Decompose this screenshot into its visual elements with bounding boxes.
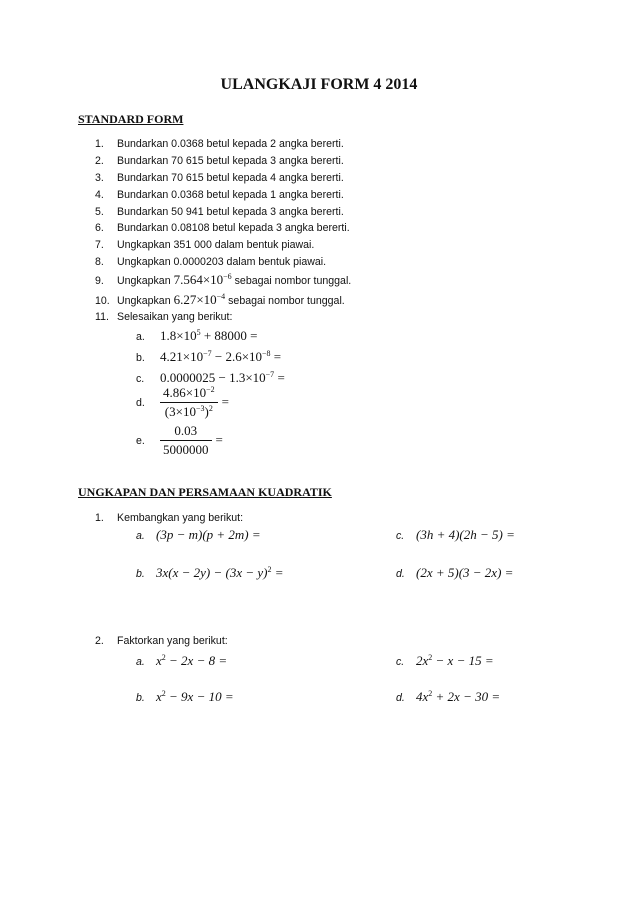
list-item: 2. Faktorkan yang berikut: <box>95 635 228 647</box>
page-title: ULANGKAJI FORM 4 2014 <box>220 76 418 93</box>
list-item: 10. Ungkapkan $6.27\times 10^{-4}$ sebagai nombor tunggal. <box>95 292 345 307</box>
sub-item-a: a. (3p − m)(p + 2m) = <box>136 527 261 542</box>
list-item: 11. Selesaikan yang berikut: <box>95 311 233 323</box>
section-heading-kuadratik: UNGKAPAN DAN PERSAMAAN KUADRATIK <box>78 485 332 499</box>
section-heading-standard-form: STANDARD FORM <box>78 112 184 126</box>
sub-item-b: b. $x^2 - 9x - 10$ = <box>136 689 234 704</box>
sub-item-d: d. $\frac{4.86\times 10^{-2}}{(3\times 10^{-3})^2}$ = <box>136 385 229 419</box>
list-item: 3. Bundarkan 70 615 betul kepada 4 angka bererti. <box>95 172 344 184</box>
list-item: 6. Bundarkan 0.08108 betul kepada 3 angka bererti. <box>95 222 350 234</box>
fraction: $\frac{4.86\times 10^{-2}}{(3\times 10^{-3})^2}$ <box>160 385 218 420</box>
list-item: 8. Ungkapkan 0.0000203 dalam bentuk piawai. <box>95 256 327 268</box>
sub-item-d: d. $4x^2 + 2x - 30$ = <box>396 689 501 704</box>
sub-item-b: b. $3x(x - 2y) - (3x - y)^2$ = <box>136 565 284 580</box>
sub-item-a: a. $1.8\times 10^5 + 88000$ = <box>136 328 258 343</box>
list-item: 2. Bundarkan 70 615 betul kepada 3 angka bererti. <box>95 155 344 167</box>
sub-item-a: a. $x^2 - 2x - 8$ = <box>136 653 228 668</box>
fraction: $\frac{0.03}{5000000}$ <box>160 423 212 458</box>
list-item: 1. Kembangkan yang berikut: <box>95 512 244 524</box>
list-item: 4. Bundarkan 0.0368 betul kepada 1 angka bererti. <box>95 189 344 201</box>
sub-item-e: e. $\frac{0.03}{5000000}$ = <box>136 423 223 457</box>
sub-item-c: c. $2x^2 - x - 15$ = <box>396 653 494 668</box>
sub-item-d: d. (2x + 5)(3 − 2x) = <box>396 565 514 580</box>
sub-item-b: b. $4.21\times 10^{-7} - 2.6\times 10^{-8}$ = <box>136 349 282 364</box>
list-item: 1. Bundarkan 0.0368 betul kepada 2 angka bererti. <box>95 138 344 150</box>
sub-item-c: c. (3h + 4)(2h − 5) = <box>396 527 515 542</box>
list-item: 7. Ungkapkan 351 000 dalam bentuk piawai. <box>95 239 315 251</box>
sub-item-c: c. $0.0000025 - 1.3\times 10^{-7}$ = <box>136 370 285 385</box>
list-item: 9. Ungkapkan $7.564\times 10^{-6}$ sebagai nombor tunggal. <box>95 272 352 287</box>
list-item: 5. Bundarkan 50 941 betul kepada 3 angka bererti. <box>95 206 344 218</box>
